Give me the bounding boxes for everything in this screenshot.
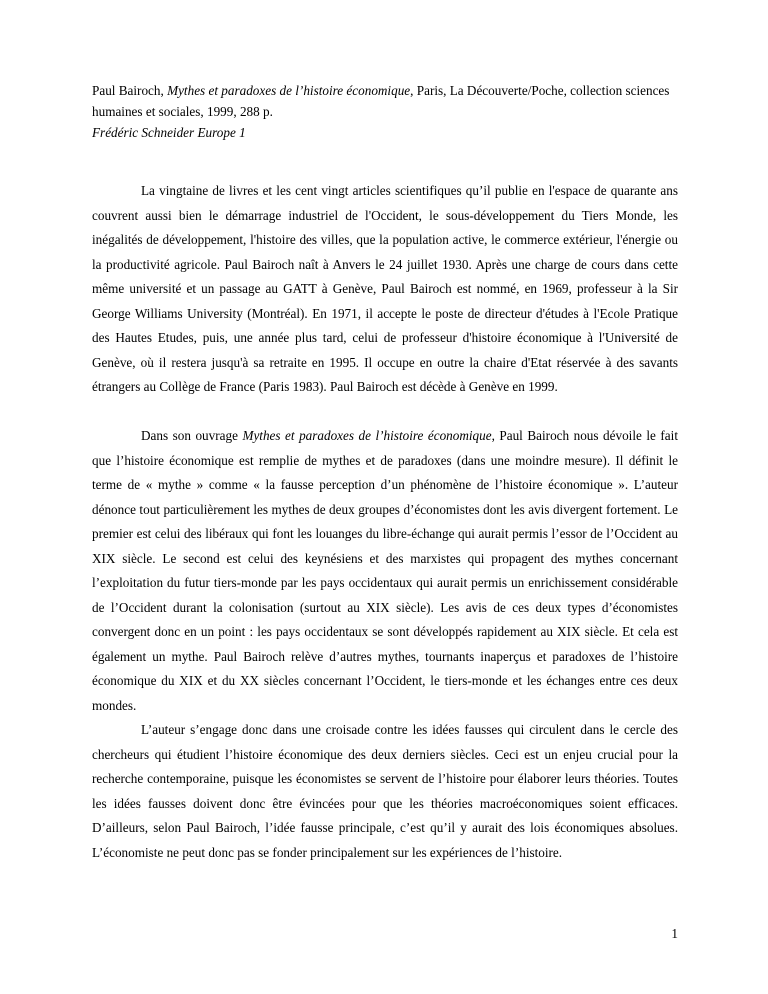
citation-author: Paul Bairoch, (92, 83, 168, 98)
citation-publisher: , Paris, La Découverte/Poche, collection sciences humaines et sociales, 1999, 288 p. (92, 83, 670, 119)
review-section (92, 424, 678, 865)
biography-section (92, 179, 678, 400)
paragraph-overview-start: Dans son ouvrage (141, 428, 243, 443)
paragraph-overview-rest: , Paul Bairoch nous dévoile le fait que l’histoire économique est remplie de mythes et de paradoxes (dans une moindre mesure). Il définit le terme de « mythe » comme « la fausse perception d’un phénomène de l’histoire économique ». L’auteur dénonce tout particulièrement les mythes de deux groupes d’économistes dont les avis divergent fortement. Le premier est celui des libéraux qui font les louanges du libre-échange qui aurait permis l’essor de l’Occident au XIX siècle. Le second est celui des keynésiens et des marxistes qui propagent des mythes concernant l’exploitation du futur tiers-monde par les pays occidentaux qui aurait permis un enrichissement considérable de l’Occident durant la colonisation (surtout au XIX siècle). Les avis de ces deux types d’économistes convergent donc en un point : les pays occidentaux se sont développés rapidement au XIX siècle. Et cela est également un mythe. Paul Bairoch relève d’autres mythes, tournants inaperçus et paradoxes de l’histoire économique du XIX et du XX siècles concernant l’Occident, le tiers-monde et les échanges entre ces deux mondes. (92, 428, 678, 713)
paragraph-overview (92, 424, 678, 718)
citation-line (92, 80, 692, 122)
paragraph-biography: La vingtaine de livres et les cent vingt articles scientifiques qu’il publie en l'espace de quarante ans couvrent aussi bien le démarrage industriel de l'Occident, le sous-développement du Tiers Monde, les inégalités de développement, l'histoire des villes, que la population active, le commerce extérieur, l'énergie ou la productivité agricole. Paul Bairoch naît à Anvers le 24 juillet 1930. Après une charge de cours dans cette même université et un passage au GATT à Genève, Paul Bairoch est nommé, en 1969, professeur à la Sir George Williams University (Montréal). En 1971, il accepte le poste de directeur d'études à l'Ecole Pratique des Hautes Etudes, puis, une année plus tard, celui de professeur d'histoire économique à l'Université de Genève, où il restera jusqu'à sa retraite en 1995. Il occupe en outre la chaire d'Etat réservée à des savants étrangers au Collège de France (Paris 1983). Paul Bairoch est décède à Genève en 1999. (92, 183, 678, 394)
page-number: 1 (671, 926, 678, 941)
paragraph-crusade: L’auteur s’engage donc dans une croisade contre les idées fausses qui circulent dans le cercle des chercheurs qui étudient l’histoire économique des deux derniers siècles. Ceci est un enjeu crucial pour la recherche contemporaine, puisque les économistes se servent de l’histoire pour élaborer leurs théories. Toutes les idées fausses doivent donc être évincées pour que les théories macroéconomiques soient efficaces. D’ailleurs, selon Paul Bairoch, l’idée fausse principale, c’est qu’il y aurait des lois économiques absolues. L’économiste ne peut donc pas se fonder principalement sur les expériences de l’histoire. (92, 722, 678, 860)
citation-book-title: Mythes et paradoxes de l’histoire économique (167, 83, 411, 98)
bibliographic-header (92, 80, 692, 143)
paragraph-overview-book-title: Mythes et paradoxes de l’histoire économique (242, 428, 492, 443)
reviewer-line: Frédéric Schneider Europe 1 (92, 125, 246, 140)
